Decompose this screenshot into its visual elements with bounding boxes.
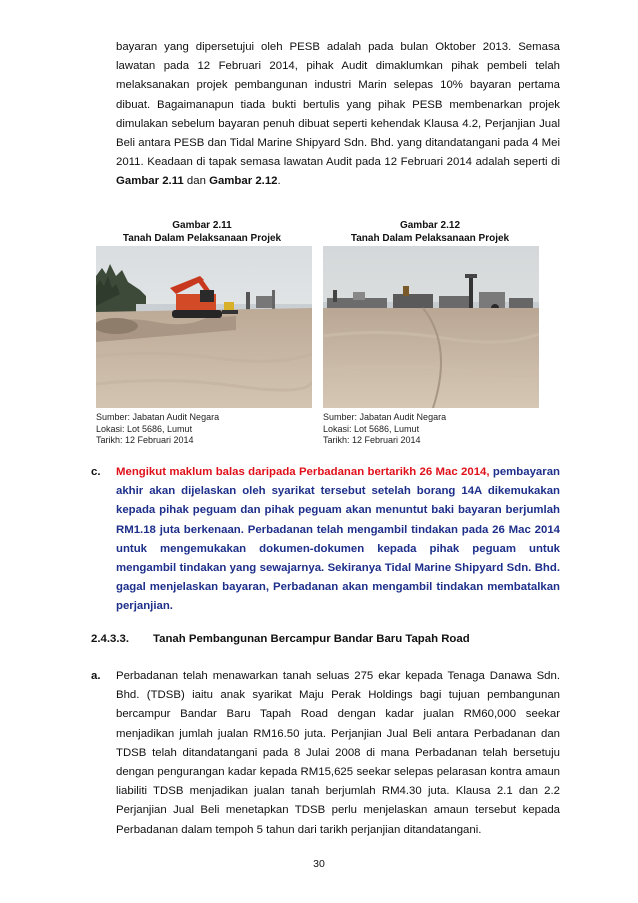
section-number: 2.4.3.3. [91,633,129,645]
figure-ref-2-11: Gambar 2.11 [116,175,184,188]
figure-2-11-caption [92,219,312,245]
section-title: Tanah Pembangunan Bercampur Bandar Baru Tapah Road [153,633,470,645]
date-line: Tarikh: 12 Februari 2014 [96,435,194,445]
intro-text: bayaran yang dipersetujui oleh PESB adalah pada bulan Oktober 2013. Semasa lawatan pada 12 Februari 2014, pihak Audit dimaklumkan pihak pembeli telah melaksanakan projek pembangunan industri Marin selepas 10% bayaran pertama dibuat. Bagaimanapun tiada bukti bertulis yang pihak PESB membenarkan projek dimulakan sebelum bayaran penuh dibuat seperti kehendak Klausa 4.2, Perjanjian Jual Beli antara PESB dan Tidal Marine Shipyard Sdn. Bhd. yang ditandatangani pada 4 Mei 2011. Keadaan di tapak semasa lawatan Audit pada 12 Februari 2014 adalah seperti di [116,41,560,169]
source-line: Sumber: Jabatan Audit Negara [323,412,447,422]
item-a-paragraph: Perbadanan telah menawarkan tanah seluas 275 ekar kepada Tenaga Danawa Sdn. Bhd. (TDSB) iaitu anak syarikat Maju Perak Holdings bagi tujuan pembangunan bercampur Bandar Baru Tapah Road dengan kadar jualan RM60,000 seekar menjadikan jumlah jualan RM16.50 juta. Perjanjian Jual Beli antara Perbadanan dan TDSB telah ditandatangani pada 8 Julai 2008 di mana Perbadanan telah bersetuju dengan pengurangan kadar kepada RM15,625 seekar selepas pelarasan kontra amaun liabiliti TDSB menjadikan jualan tanah berjumlah RM4.30 juta. Klausa 2.1 dan 2.2 Perjanjian Jual Beli menetapkan TDSB perlu menjelaskan amaun tersebut kepada Perbadanan dalam tempoh 5 tahun dari tarikh perjanjian ditandatangani. [116,670,560,836]
figure-number: Gambar 2.12 [399,220,461,231]
date-line: Tarikh: 12 Februari 2014 [323,435,421,445]
page-number: 30 [313,858,325,870]
intro-end: . [277,175,281,188]
location-line: Lokasi: Lot 5686, Lumut [96,423,193,434]
figure-ref-2-12: Gambar 2.12 [209,175,278,188]
figure-2-11-source [96,412,316,447]
item-c-paragraph [116,463,560,617]
figure-2-11-photo [96,246,312,408]
figure-title: Tanah Dalam Pelaksanaan Projek [122,233,282,244]
shipyard-site-photo [323,246,539,408]
figure-number: Gambar 2.11 [172,220,232,231]
figure-2-12-source [323,412,543,447]
intro-paragraph [116,38,560,192]
response-body-text: pembayaran akhir akan dijelaskan oleh syarikat tersebut setelah borang 14A dikemukakan kepada pihak peguam dan pihak peguam akan menuntut baki bayaran berjumlah RM1.18 juta berkenaan. Perbadanan telah mengambil tindakan pada 26 Mac 2014 untuk mengemukakan dokumen-dokumen kepada pihak peguam untuk mengambil tindakan yang sewajarnya. Sekiranya Tidal Marine Shipyard Sdn. Bhd. gagal menjelaskan bayaran, Perbadanan akan mengambil tindakan membatalkan perjanjian. [116,466,560,613]
response-lead-text: Mengikut maklum balas daripada Perbadanan bertarikh 26 Mac 2014, [116,466,490,478]
section-heading [91,630,571,649]
item-c-marker: c. [91,466,101,478]
source-line: Sumber: Jabatan Audit Negara [96,412,220,422]
item-a-marker: a. [91,670,101,682]
location-line: Lokasi: Lot 5686, Lumut [323,423,420,434]
figure-2-12-photo [323,246,539,408]
intro-conjunction: dan [183,175,210,188]
figure-title: Tanah Dalam Pelaksanaan Projek [350,233,510,244]
figure-2-12-caption [320,219,540,245]
excavator-site-photo [96,246,312,408]
